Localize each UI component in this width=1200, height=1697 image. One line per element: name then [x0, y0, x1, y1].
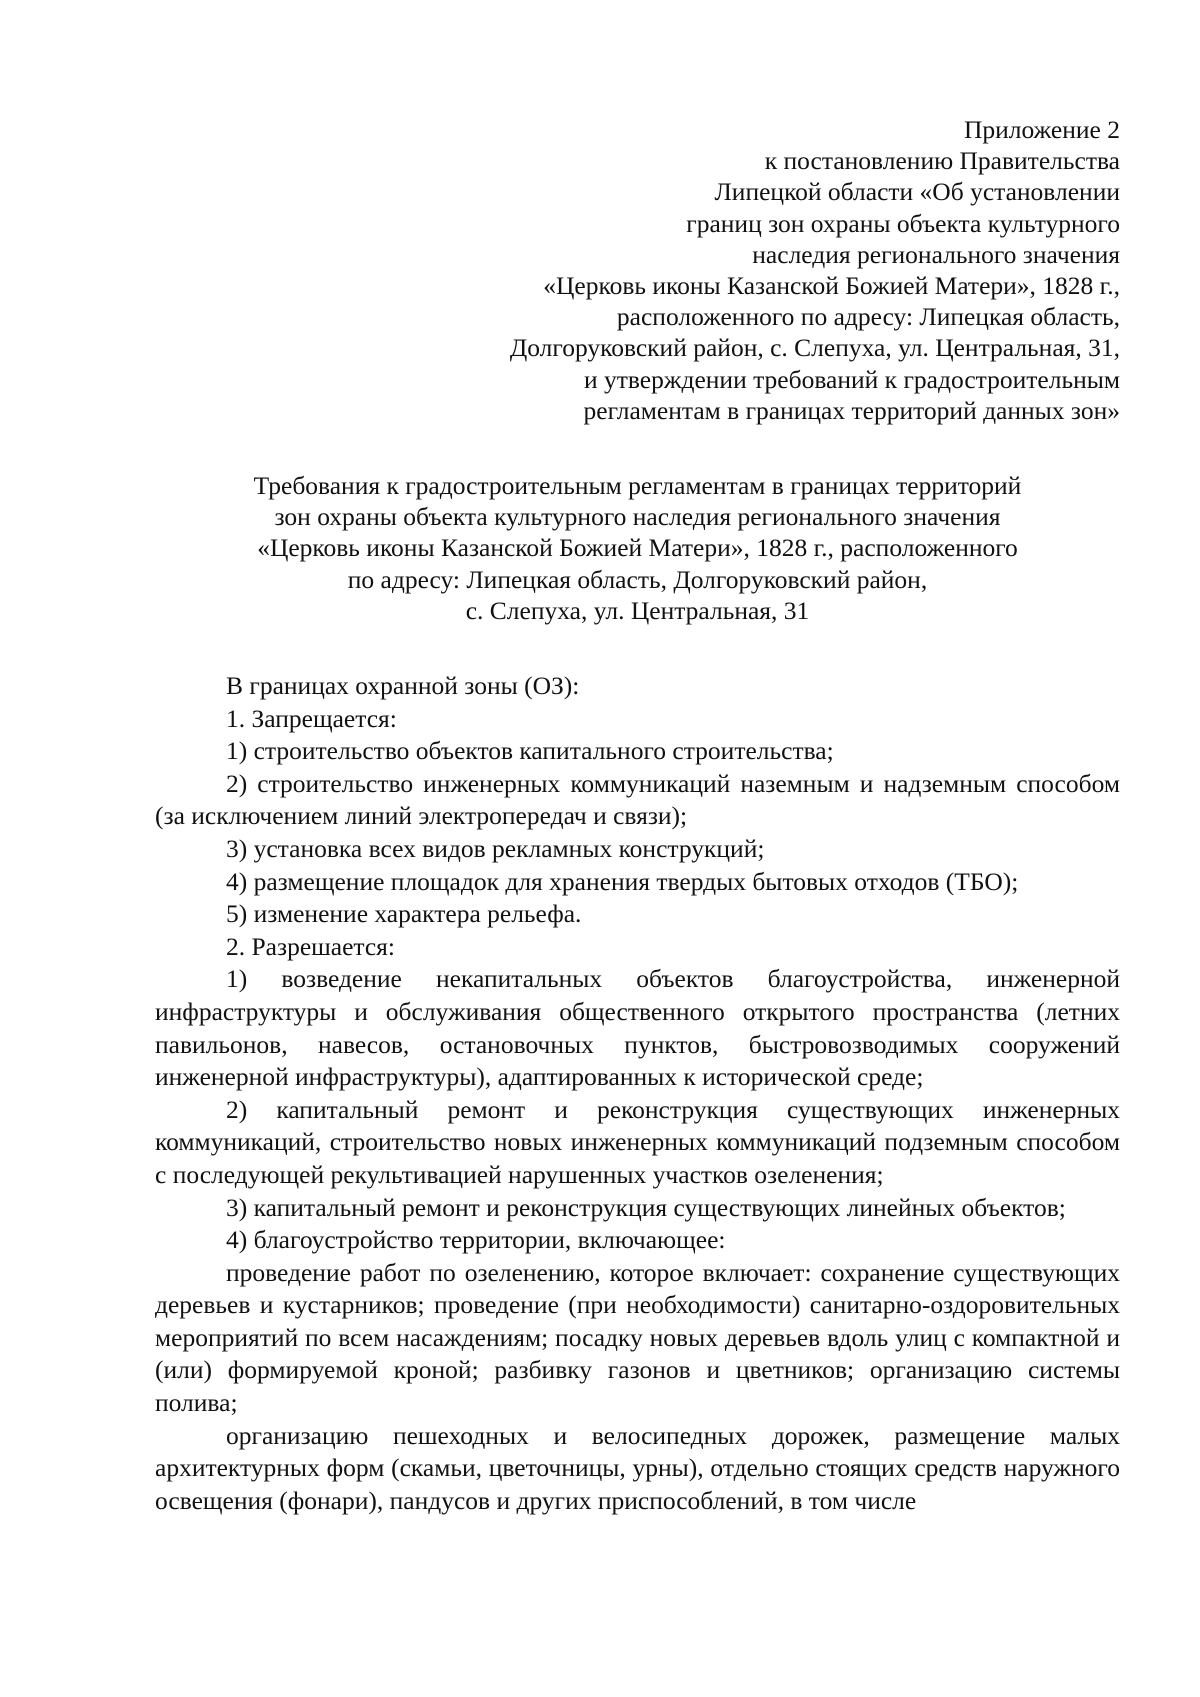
title-line: Требования к градостроительным регламентам в границах территорий — [253, 471, 1022, 500]
appendix-line: к постановлению Правительства — [764, 146, 1120, 176]
title-line: с. Слепуха, ул. Центральная, 31 — [465, 595, 810, 625]
paragraph-item: 2) капитальный ремонт и реконструкция существующих инженерных коммуникаций, строительство новых инженерных коммуникаций подземным способом с последующей рекультивацией нарушенных участков озеленения; — [155, 1094, 1120, 1189]
title-line: по адресу: Липецкая область, Долгоруковский район, — [347, 564, 928, 594]
paragraph-item: 4) размещение площадок для хранения твердых бытовых отходов (ТБО); — [226, 866, 1019, 896]
appendix-line: расположенного по адресу: Липецкая область, — [616, 302, 1120, 332]
appendix-line: Липецкой области «Об установлении — [714, 177, 1120, 207]
paragraph-item: 1) строительство объектов капитального строительства; — [226, 736, 834, 766]
paragraph-zone-heading: В границах охранной зоны (ОЗ): — [226, 671, 580, 700]
paragraph-subitem: проведение работ по озеленению, которое включает: сохранение существующих деревьев и кустарников; проведение (при необходимости) санитарно-оздоровительных мероприятий по всем насаждениям; посадку новых деревьев вдоль улиц с компактной и (или) формируемой кроной; разбивку газонов и цветников; организацию системы полива; — [155, 1257, 1120, 1418]
appendix-line: и утверждении требований к градостроительным — [584, 364, 1120, 394]
paragraph-item: 2) строительство инженерных коммуникаций наземным и надземным способом (за исключением линий электропередач и связи); — [155, 768, 1120, 831]
appendix-line: регламентам в границах территорий данных зон» — [583, 395, 1120, 425]
appendix-line: границ зон охраны объекта культурного — [686, 208, 1120, 238]
document-body — [155, 670, 1120, 1517]
paragraph-item: 1) возведение некапитальных объектов благоустройства, инженерной инфраструктуры и обслуживания общественного открытого пространства (летних павильонов, навесов, остановочных пунктов, быстровозводимых сооружений инженерной инфраструктуры), адаптированных к исторической среде; — [155, 964, 1120, 1092]
paragraph-item: 3) капитальный ремонт и реконструкция существующих линейных объектов; — [226, 1192, 1066, 1222]
document-title — [155, 470, 1120, 626]
appendix-line: «Церковь иконы Казанской Божией Матери», 1828 г., — [543, 271, 1120, 301]
appendix-line: Приложение 2 — [964, 115, 1120, 144]
paragraph-subitem: организацию пешеходных и велосипедных дорожек, размещение малых архитектурных форм (скамьи, цветочницы, урны), отдельно стоящих средств наружного освещения (фонари), пандусов и других приспособлений, в том числе — [155, 1420, 1120, 1515]
title-line: «Церковь иконы Казанской Божией Матери», 1828 г., расположенного — [257, 533, 1018, 563]
paragraph-prohibited-heading: 1. Запрещается: — [226, 703, 397, 733]
paragraph-allowed-heading: 2. Разрешается: — [226, 931, 395, 961]
paragraph-item: 4) благоустройство территории, включающее: — [226, 1225, 726, 1255]
title-line: зон охраны объекта культурного наследия регионального значения — [274, 502, 1001, 532]
appendix-line: Долгоруковский район, с. Слепуха, ул. Центральная, 31, — [509, 333, 1120, 363]
appendix-header — [510, 114, 1120, 426]
paragraph-item: 3) установка всех видов рекламных конструкций; — [226, 833, 765, 863]
paragraph-item: 5) изменение характера рельефа. — [226, 899, 582, 929]
appendix-line: наследия регионального значения — [752, 239, 1120, 269]
